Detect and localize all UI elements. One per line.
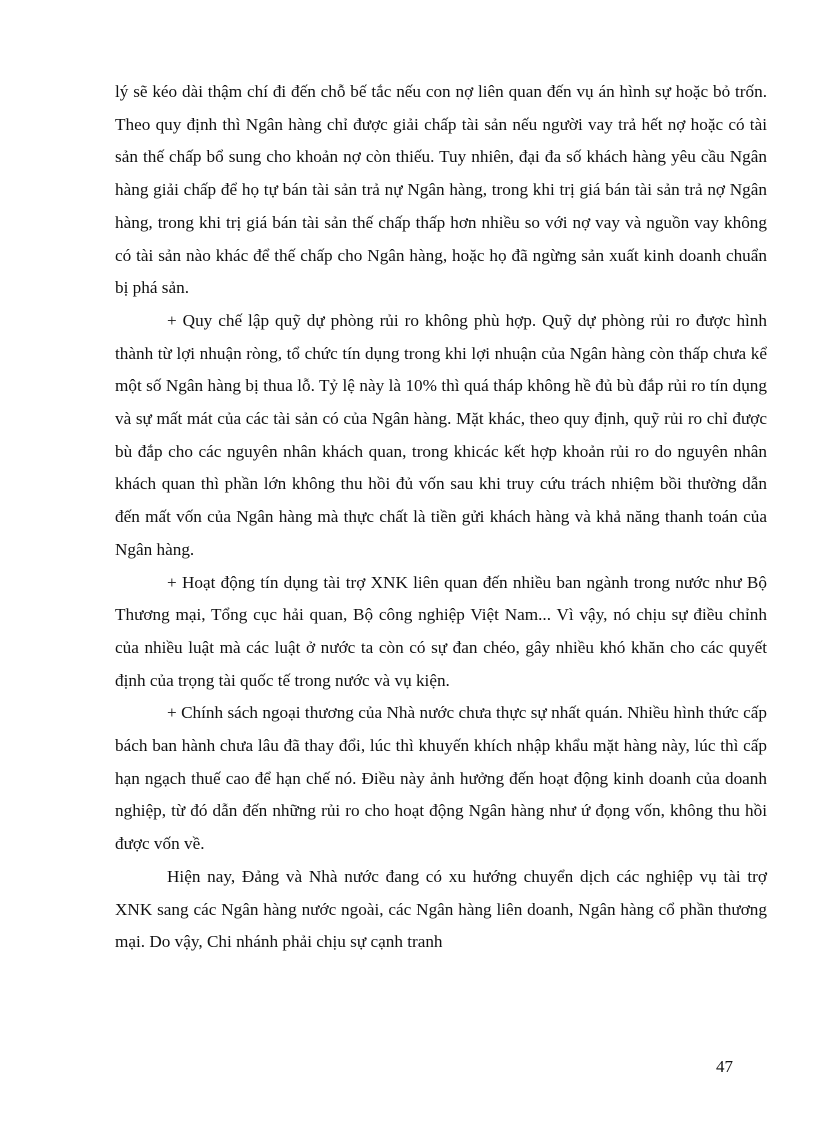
paragraph-continued: lý sẽ kéo dài thậm chí đi đến chỗ bế tắc nếu con nợ liên quan đến vụ án hình sự hoặc bỏ trốn. Theo quy định thì Ngân hàng chỉ được giải chấp tài sản nếu người vay trả hết nợ hoặc có tài sản thế chấp bổ sung cho khoản nợ còn thiếu. Tuy nhiên, đại đa số khách hàng yêu cầu Ngân hàng giải chấp để họ tự bán tài sản trả nự Ngân hàng, trong khi trị giá bán tài sản trả nợ Ngân hàng, trong khi trị giá bán tài sản thế chấp thấp hơn nhiều so với nợ vay và nguồn vay không có tài sản nào khác để thế chấp cho Ngân hàng, hoặc họ đã ngừng sản xuất kinh doanh chuẩn bị phá sản. xyxy=(115,82,767,298)
paragraph-reserve-fund: + Quy chế lập quỹ dự phòng rủi ro không phù hợp. Quỹ dự phòng rủi ro được hình thành từ lợi nhuận ròng, tổ chức tín dụng trong khi lợi nhuận của Ngân hàng còn thấp chưa kể một số Ngân hàng bị thua lỗ. Tỷ lệ này là 10% thì quá tháp không hề đủ bù đắp rủi ro tín dụng và sự mất mát của các tài sản có của Ngân hàng. Mặt khác, theo quy định, quỹ rủi ro chỉ được bù đắp cho các nguyên nhân khách quan, trong khicác kết hợp khoản rủi ro do nguyên nhân khách quan thì phần lớn không thu hồi đủ vốn sau khi truy cứu trách nhiệm bồi thường dẫn đến mất vốn của Ngân hàng mà thực chất là tiền gửi khách hàng và khả năng thanh toán của Ngân hàng. xyxy=(115,310,767,559)
paragraph-current-trend: Hiện nay, Đảng và Nhà nước đang có xu hướng chuyển dịch các nghiệp vụ tài trợ XNK sang các Ngân hàng nước ngoài, các Ngân hàng liên doanh, Ngân hàng cổ phần thương mại. Do vậy, Chi nhánh phải chịu sự cạnh tranh xyxy=(115,866,767,952)
page-number: 47 xyxy=(716,1057,733,1076)
paragraph-credit-activity: + Hoạt động tín dụng tài trợ XNK liên quan đến nhiều ban ngành trong nước như Bộ Thương mại, Tổng cục hải quan, Bộ công nghiệp Việt Nam... Vì vậy, nó chịu sự điều chỉnh của nhiều luật mà các luật ở nước ta còn có sự đan chéo, gây nhiều khó khăn cho các quyết định của trọng tài quốc tế trong nước và vụ kiện. xyxy=(115,572,767,690)
document-body xyxy=(115,76,767,959)
paragraph-trade-policy: + Chính sách ngoại thương của Nhà nước chưa thực sự nhất quán. Nhiều hình thức cấp bách ban hành chưa lâu đã thay đổi, lúc thì khuyến khích nhập khẩu mặt hàng này, lúc thì cấp hạn ngạch thuế cao để hạn chế nó. Điều này ảnh hưởng đến hoạt động kinh doanh của doanh nghiệp, từ đó dẫn đến những rủi ro cho hoạt động Ngân hàng như ứ đọng vốn, không thu hồi được vốn về. xyxy=(115,703,767,854)
